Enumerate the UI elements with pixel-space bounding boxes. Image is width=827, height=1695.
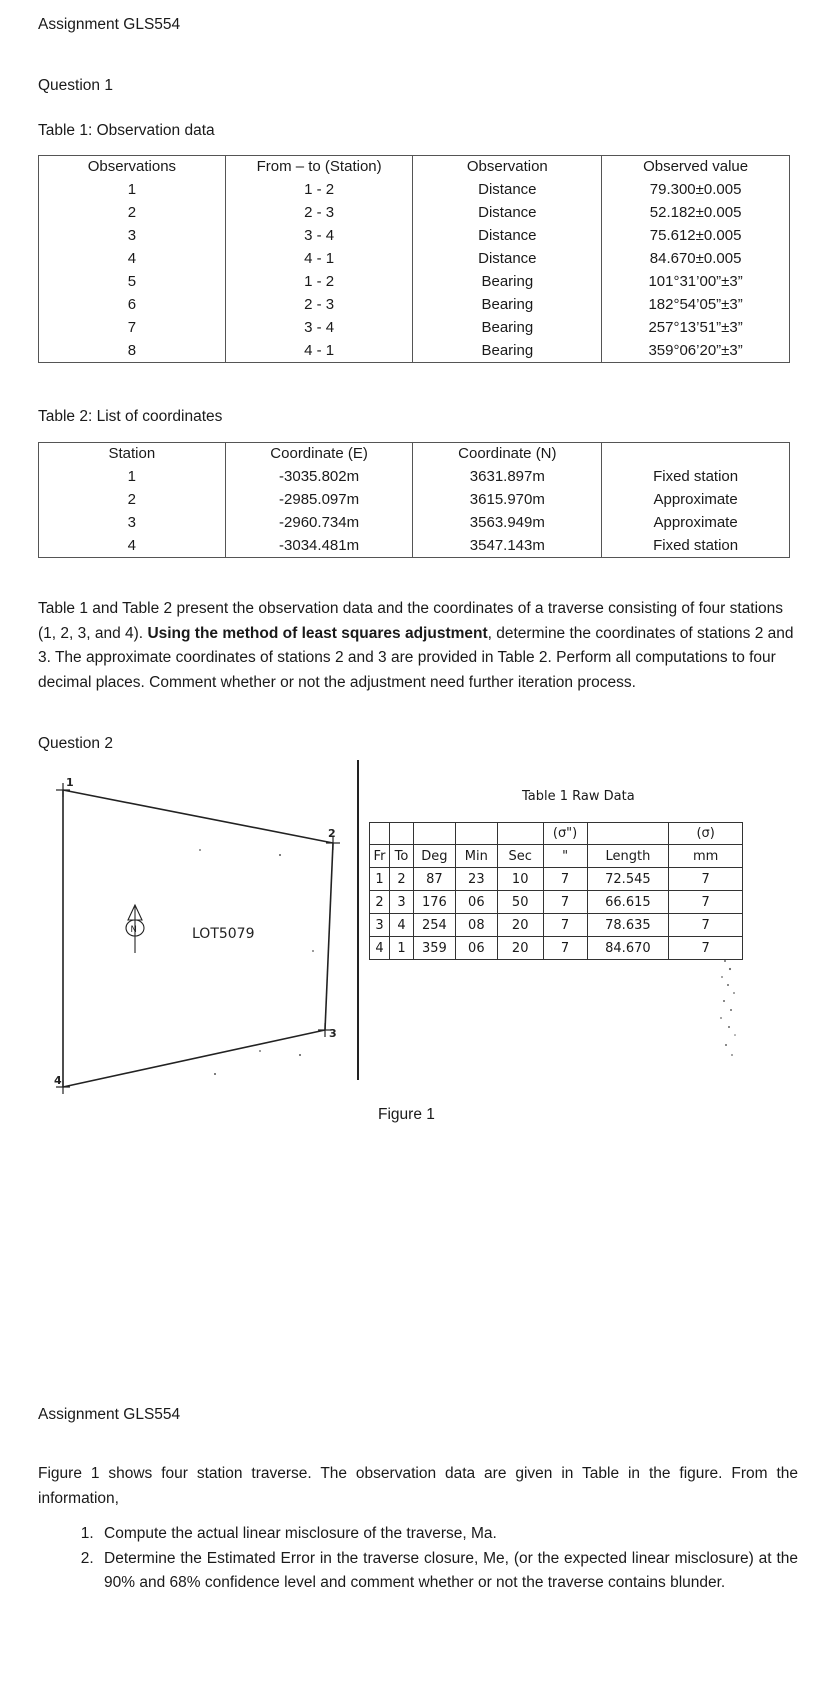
raw-cell: 7 xyxy=(669,937,743,960)
raw-cell: 7 xyxy=(543,891,587,914)
raw-cell: 78.635 xyxy=(587,914,669,937)
observation-cell: 4 - 1 xyxy=(225,248,413,271)
table-row xyxy=(39,225,790,248)
coordinate-cell: 3563.949m xyxy=(413,512,602,535)
traverse-sketch xyxy=(50,775,370,1115)
table-row xyxy=(39,512,790,535)
observation-header-cell: Observed value xyxy=(602,156,790,179)
table-row xyxy=(39,466,790,489)
station-label-2: 2 xyxy=(328,827,336,840)
table-row xyxy=(39,489,790,512)
observation-cell: 3 - 4 xyxy=(225,317,413,340)
observation-cell: 3 xyxy=(39,225,226,248)
observation-cell: 2 - 3 xyxy=(225,202,413,225)
observation-cell: Distance xyxy=(413,225,602,248)
table-row xyxy=(39,317,790,340)
coordinate-cell: 3 xyxy=(39,512,226,535)
observation-cell: 3 - 4 xyxy=(225,225,413,248)
observation-cell: 5 xyxy=(39,271,226,294)
raw-cell: 23 xyxy=(455,868,497,891)
raw-cell: 3 xyxy=(370,914,390,937)
coordinate-cell: 3631.897m xyxy=(413,466,602,489)
coordinate-cell: 3615.970m xyxy=(413,489,602,512)
coordinate-cell: Fixed station xyxy=(602,466,790,489)
raw-blank-cell xyxy=(497,823,543,845)
raw-cell: 359 xyxy=(413,937,455,960)
question-1-heading: Question 1 xyxy=(38,77,113,94)
sigma-mm-header: (σ) xyxy=(669,823,743,845)
table-row xyxy=(370,891,743,914)
coordinate-cell: 4 xyxy=(39,535,226,558)
observation-cell: 79.300±0.005 xyxy=(602,179,790,202)
traverse-line-3-4 xyxy=(63,1030,325,1087)
raw-header-cell: Fr xyxy=(370,845,390,868)
raw-blank-cell xyxy=(370,823,390,845)
raw-cell: 06 xyxy=(455,891,497,914)
raw-cell: 20 xyxy=(497,937,543,960)
list-item: 2. Determine the Estimated Error in the traverse closure, Me, (or the expected linear misclosure) at the 90% and 68% confidence level and comment whether or not the traverse contains blunder. xyxy=(98,1547,798,1596)
scan-noise-marks xyxy=(710,955,750,1063)
traverse-line-2-3 xyxy=(325,843,333,1030)
raw-data-table xyxy=(369,822,743,960)
table-row xyxy=(39,271,790,294)
observation-cell: 6 xyxy=(39,294,226,317)
raw-cell: 2 xyxy=(389,868,413,891)
coordinate-cell: Approximate xyxy=(602,512,790,535)
observation-cell: Bearing xyxy=(413,340,602,363)
raw-cell: 66.615 xyxy=(587,891,669,914)
observation-cell: 1 - 2 xyxy=(225,179,413,202)
observation-header-cell: Observation xyxy=(413,156,602,179)
raw-cell: 1 xyxy=(370,868,390,891)
raw-cell: 06 xyxy=(455,937,497,960)
observation-cell: Bearing xyxy=(413,271,602,294)
raw-cell: 7 xyxy=(669,891,743,914)
raw-cell: 08 xyxy=(455,914,497,937)
table-row xyxy=(39,248,790,271)
table-row xyxy=(370,914,743,937)
observation-cell: 7 xyxy=(39,317,226,340)
page-header-title: Assignment GLS554 xyxy=(38,16,181,33)
raw-cell: 3 xyxy=(389,891,413,914)
paragraph-bold-text: Using the method of least squares adjustment xyxy=(147,624,488,642)
raw-header-cell: Length xyxy=(587,845,669,868)
observation-cell: 1 xyxy=(39,179,226,202)
raw-blank-cell xyxy=(413,823,455,845)
observation-data-table xyxy=(38,155,790,363)
raw-cell: 72.545 xyxy=(587,868,669,891)
raw-cell: 7 xyxy=(543,868,587,891)
question-1-paragraph xyxy=(38,597,798,695)
raw-header-cell: Deg xyxy=(413,845,455,868)
table-row xyxy=(39,202,790,225)
observation-cell: 75.612±0.005 xyxy=(602,225,790,248)
question-2-list xyxy=(62,1522,798,1596)
raw-header-cell: " xyxy=(543,845,587,868)
figure-1-caption: Figure 1 xyxy=(378,1106,435,1123)
raw-blank-cell xyxy=(587,823,669,845)
raw-cell: 176 xyxy=(413,891,455,914)
station-label-4: 4 xyxy=(54,1074,62,1087)
north-symbol: N xyxy=(130,925,137,935)
table-row xyxy=(39,179,790,202)
north-arrow-icon xyxy=(126,905,144,953)
raw-cell: 7 xyxy=(543,937,587,960)
observation-cell: 257°13’51”±3” xyxy=(602,317,790,340)
observation-header-cell: From – to (Station) xyxy=(225,156,413,179)
table-1-caption: Table 1: Observation data xyxy=(38,122,215,139)
raw-cell: 254 xyxy=(413,914,455,937)
raw-blank-cell xyxy=(389,823,413,845)
observation-cell: 182°54’05”±3” xyxy=(602,294,790,317)
observation-cell: 1 - 2 xyxy=(225,271,413,294)
footer-assignment-title: Assignment GLS554 xyxy=(38,1406,181,1423)
table-2-caption: Table 2: List of coordinates xyxy=(38,408,223,425)
raw-header-cell: Min xyxy=(455,845,497,868)
raw-cell: 50 xyxy=(497,891,543,914)
table-row xyxy=(370,868,743,891)
coordinate-cell: -3035.802m xyxy=(225,466,413,489)
paragraph-text-2: , determine the coordinates of stations 2 and 3. The approximate coordinates of stations 2 and 3 are provided in Table 2. Perform all computations to four decimal places. Comment whether or not the adjustment need further iteration process. xyxy=(38,624,794,691)
coordinate-cell: -3034.481m xyxy=(225,535,413,558)
observation-cell: Bearing xyxy=(413,294,602,317)
question-2-heading: Question 2 xyxy=(38,735,113,752)
observation-cell: 2 - 3 xyxy=(225,294,413,317)
coordinate-cell: Fixed station xyxy=(602,535,790,558)
raw-cell: 87 xyxy=(413,868,455,891)
raw-blank-cell xyxy=(455,823,497,845)
observation-cell: 4 xyxy=(39,248,226,271)
raw-cell: 7 xyxy=(543,914,587,937)
raw-header-cell: To xyxy=(389,845,413,868)
coordinate-header-cell: Station xyxy=(39,443,226,466)
raw-header-cell: mm xyxy=(669,845,743,868)
observation-cell: 359°06’20”±3” xyxy=(602,340,790,363)
coordinate-header-cell xyxy=(602,443,790,466)
observation-cell: 4 - 1 xyxy=(225,340,413,363)
traverse-line-1-2 xyxy=(63,790,333,843)
station-label-1: 1 xyxy=(66,776,74,789)
raw-cell: 4 xyxy=(389,914,413,937)
coordinate-cell: 2 xyxy=(39,489,226,512)
raw-header-cell: Sec xyxy=(497,845,543,868)
raw-cell: 1 xyxy=(389,937,413,960)
observation-cell: 52.182±0.005 xyxy=(602,202,790,225)
observation-cell: 8 xyxy=(39,340,226,363)
sigma-seconds-header: (σ") xyxy=(543,823,587,845)
raw-cell: 7 xyxy=(669,868,743,891)
coordinates-table xyxy=(38,442,790,558)
coordinate-cell: -2960.734m xyxy=(225,512,413,535)
coordinate-header-cell: Coordinate (E) xyxy=(225,443,413,466)
table-row xyxy=(39,535,790,558)
observation-cell: Bearing xyxy=(413,317,602,340)
table-row xyxy=(39,294,790,317)
question-2-intro: Figure 1 shows four station traverse. The observation data are given in Table in the figure. From the information, xyxy=(38,1465,798,1507)
coordinate-cell: 3547.143m xyxy=(413,535,602,558)
lot-label: LOT5079 xyxy=(192,926,255,942)
raw-cell: 10 xyxy=(497,868,543,891)
observation-cell: Distance xyxy=(413,179,602,202)
raw-table-title: Table 1 Raw Data xyxy=(522,789,635,804)
coordinate-cell: 1 xyxy=(39,466,226,489)
observation-cell: Distance xyxy=(413,248,602,271)
list-item: 1. Compute the actual linear misclosure of the traverse, Ma. xyxy=(98,1522,798,1547)
table-row xyxy=(370,937,743,960)
observation-cell: 84.670±0.005 xyxy=(602,248,790,271)
raw-cell: 2 xyxy=(370,891,390,914)
figure-divider xyxy=(357,760,359,1080)
observation-cell: Distance xyxy=(413,202,602,225)
coordinate-cell: Approximate xyxy=(602,489,790,512)
observation-cell: 2 xyxy=(39,202,226,225)
observation-cell: 101°31’00”±3” xyxy=(602,271,790,294)
raw-cell: 7 xyxy=(669,914,743,937)
station-label-3: 3 xyxy=(329,1027,337,1040)
raw-cell: 84.670 xyxy=(587,937,669,960)
raw-cell: 20 xyxy=(497,914,543,937)
table-row xyxy=(39,340,790,363)
raw-cell: 4 xyxy=(370,937,390,960)
observation-header-cell: Observations xyxy=(39,156,226,179)
coordinate-cell: -2985.097m xyxy=(225,489,413,512)
coordinate-header-cell: Coordinate (N) xyxy=(413,443,602,466)
paragraph-text-1: Table 1 and Table 2 present the observation data and the coordinates of a traverse consisting of four stations (1, 2, 3, and 4). xyxy=(38,600,784,642)
